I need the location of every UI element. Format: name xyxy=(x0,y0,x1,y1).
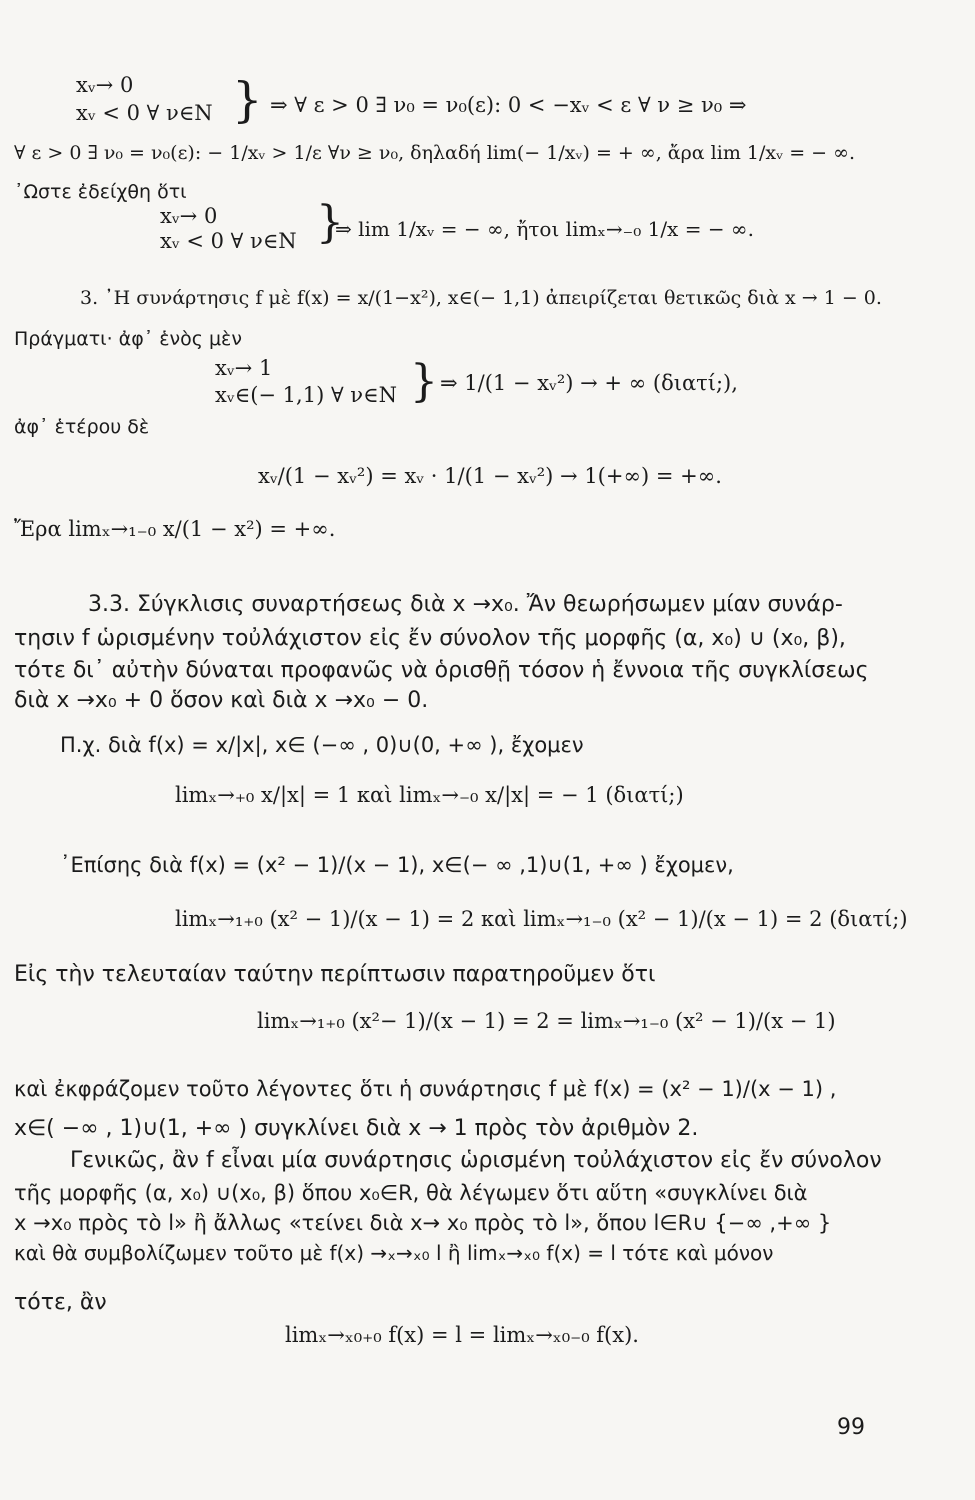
line-7c: ⇒ 1/(1 − xᵥ²) → + ∞ (διατί;), xyxy=(440,371,738,395)
para-3: τότε δι᾿ αὐτὴν δύναται προφανῶς νὰ ὁρισθῇ τόσον ἡ ἔννοια τῆς συγκλίσεως xyxy=(14,658,869,683)
line-8: ἀφ᾿ ἑτέρου δὲ xyxy=(14,416,150,438)
para-13: Γενικῶς, ἂν f εἶναι μία συνάρτησις ὡρισμένη τοὐλάχιστον εἰς ἔν σύνολον xyxy=(70,1148,882,1173)
para-7: ᾿Επίσης διὰ f(x) = (x² − 1)/(x − 1), x∈(− ∞ ,1)∪(1, +∞ ) ἔχομεν, xyxy=(60,853,734,877)
para-18: limₓ→ₓ₀₊₀ f(x) = l = limₓ→ₓ₀₋₀ f(x). xyxy=(285,1323,639,1347)
brace-3: } xyxy=(410,356,438,407)
para-11: καὶ ἐκφράζομεν τοῦτο λέγοντες ὅτι ἡ συνάρτησις f μὲ f(x) = (x² − 1)/(x − 1) , xyxy=(14,1077,837,1101)
line-4b: xᵥ < 0 ∀ ν∈N xyxy=(160,229,297,253)
para-12: x∈( −∞ , 1)∪(1, +∞ ) συγκλίνει διὰ x → 1 πρὸς τὸν ἀριθμὸν 2. xyxy=(14,1116,699,1141)
line-1a: xᵥ→ 0 xyxy=(76,73,134,97)
para-9: Εἰς τὴν τελευταίαν ταύτην περίπτωσιν παρατηροῦμεν ὅτι xyxy=(14,962,656,987)
para-6: limₓ→₊₀ x/|x| = 1 καὶ limₓ→₋₀ x/|x| = − 1 (διατί;) xyxy=(175,783,684,807)
para-8: limₓ→₁₊₀ (x² − 1)/(x − 1) = 2 καὶ limₓ→₁₋₀ (x² − 1)/(x − 1) = 2 (διατί;) xyxy=(175,907,908,931)
page-number: 99 xyxy=(837,1415,865,1440)
line-6: Πράγματι· ἀφ᾿ ἑνὸς μὲν xyxy=(14,328,242,350)
para-1: 3.3. Σύγκλισις συναρτήσεως διὰ x →x₀. Ἄν θεωρήσωμεν μίαν συνάρ- xyxy=(88,592,843,617)
para-5: Π.χ. διὰ f(x) = x/|x|, x∈ (−∞ , 0)∪(0, +∞ ), ἔχομεν xyxy=(60,733,584,757)
para-2: τησιν f ὡρισμένην τοὐλάχιστον εἰς ἔν σύνολον τῆς μορφῆς (α, x₀) ∪ (x₀, β), xyxy=(14,626,846,651)
line-9: xᵥ/(1 − xᵥ²) = xᵥ · 1/(1 − xᵥ²) → 1(+∞) = +∞. xyxy=(258,464,722,488)
line-10: Ἔρα limₓ→₁₋₀ x/(1 − x²) = +∞. xyxy=(14,517,336,541)
line-3: ᾿Ωστε ἐδείχθη ὅτι xyxy=(14,181,187,203)
brace-1: } xyxy=(232,72,263,128)
para-15: x →x₀ πρὸς τὸ l» ἢ ἄλλως «τείνει διὰ x→ x₀ πρὸς τὸ l», ὅπου l∈R∪ {−∞ ,+∞ } xyxy=(14,1211,832,1235)
line-5: 3. ᾿Η συνάρτησις f μὲ f(x) = x/(1−x²), x∈(− 1,1) ἀπειρίζεται θετικῶς διὰ x → 1 − 0. xyxy=(80,287,882,309)
para-4: διὰ x →x₀ + 0 ὅσον καὶ διὰ x →x₀ − 0. xyxy=(14,688,429,713)
line-4a: xᵥ→ 0 xyxy=(160,204,218,228)
line-1c: ⇒ ∀ ε > 0 ∃ ν₀ = ν₀(ε): 0 < −xᵥ < ε ∀ ν ≥ ν₀ ⇒ xyxy=(270,93,747,117)
brace-2: } xyxy=(316,197,344,248)
para-16: καὶ θὰ συμβολίζωμεν τοῦτο μὲ f(x) →ₓ→ₓ₀ l ἢ limₓ→ₓ₀ f(x) = l τότε καὶ μόνον xyxy=(14,1241,774,1265)
para-10: limₓ→₁₊₀ (x²− 1)/(x − 1) = 2 = limₓ→₁₋₀ (x² − 1)/(x − 1) xyxy=(257,1009,836,1033)
para-14: τῆς μορφῆς (α, x₀) ∪(x₀, β) ὅπου x₀∈R, θὰ λέγωμεν ὅτι αὕτη «συγκλίνει διὰ xyxy=(14,1181,808,1205)
line-2: ∀ ε > 0 ∃ ν₀ = ν₀(ε): − 1/xᵥ > 1/ε ∀ν ≥ ν₀, δηλαδή lim(− 1/xᵥ) = + ∞, ἄρα lim 1/xᵥ = − ∞. xyxy=(14,142,855,164)
line-1b: xᵥ < 0 ∀ ν∈N xyxy=(76,101,213,125)
line-7a: xᵥ→ 1 xyxy=(215,356,273,380)
para-17: τότε, ἂν xyxy=(14,1290,107,1315)
line-4c: ⇒ lim 1/xᵥ = − ∞, ἤτοι limₓ→₋₀ 1/x = − ∞. xyxy=(335,217,754,241)
line-7b: xᵥ∈(− 1,1) ∀ ν∈N xyxy=(215,383,397,407)
